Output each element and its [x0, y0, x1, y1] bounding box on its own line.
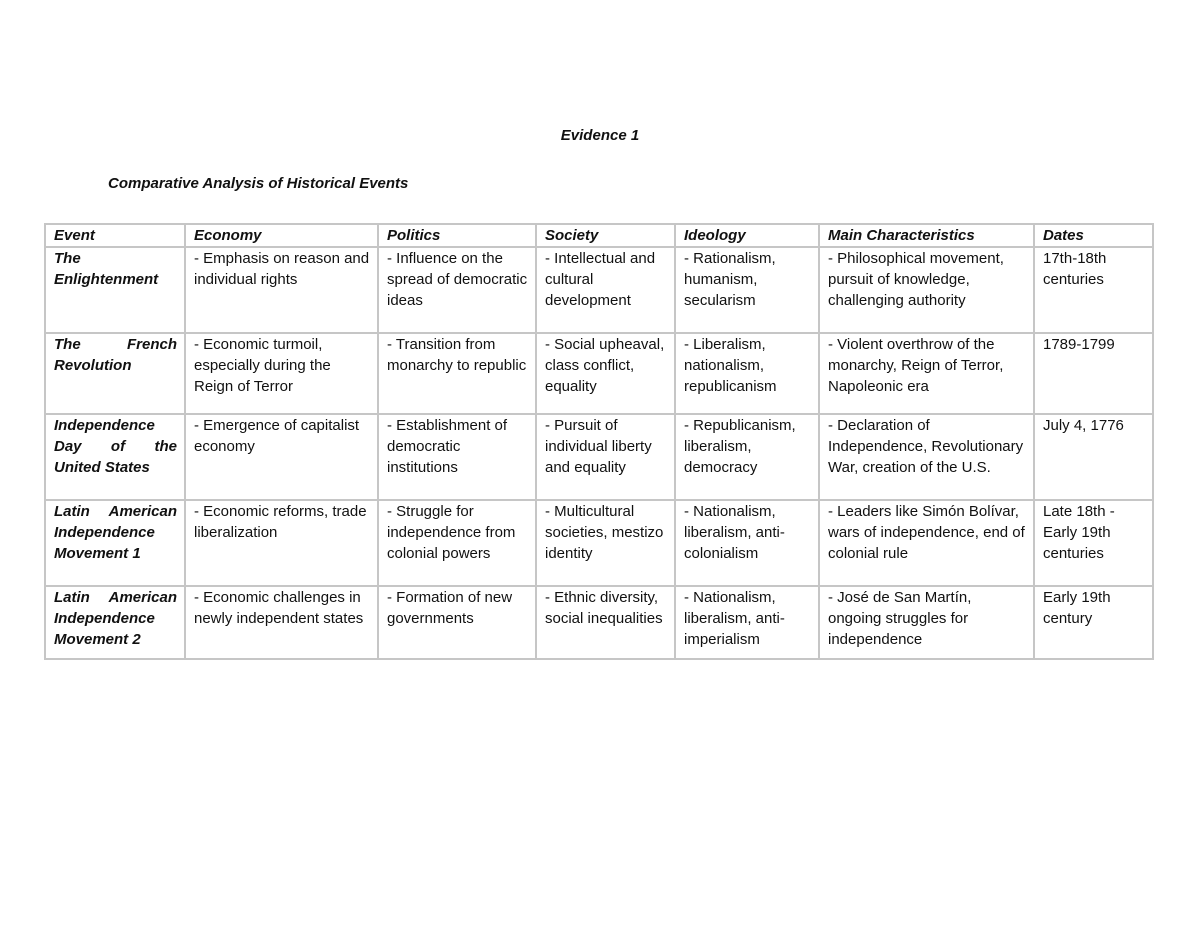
event-cell: The Enlightenment [45, 247, 185, 333]
dates-cell: July 4, 1776 [1034, 414, 1153, 500]
ideology-cell: - Nationalism, liberalism, anti-imperialism [675, 586, 819, 659]
event-cell: Latin American Independence Movement 2 [45, 586, 185, 659]
economy-cell: - Emphasis on reason and individual rights [185, 247, 378, 333]
comparison-table [44, 223, 1154, 660]
ideology-cell: - Rationalism, humanism, secularism [675, 247, 819, 333]
table-row [45, 414, 1153, 500]
column-header: Main Characteristics [819, 224, 1034, 247]
society-cell: - Ethnic diversity, social inequalities [536, 586, 675, 659]
dates-cell: Early 19th century [1034, 586, 1153, 659]
main-characteristics-cell: - Leaders like Simón Bolívar, wars of independence, end of colonial rule [819, 500, 1034, 586]
economy-cell: - Economic reforms, trade liberalization [185, 500, 378, 586]
society-cell: - Intellectual and cultural development [536, 247, 675, 333]
table-row [45, 500, 1153, 586]
politics-cell: - Establishment of democratic institutions [378, 414, 536, 500]
table-header-row [45, 224, 1153, 247]
politics-cell: - Transition from monarchy to republic [378, 333, 536, 414]
table-row [45, 247, 1153, 333]
event-cell: Independence Day of the United States [45, 414, 185, 500]
column-header: Ideology [675, 224, 819, 247]
ideology-cell: - Republicanism, liberalism, democracy [675, 414, 819, 500]
dates-cell: 1789-1799 [1034, 333, 1153, 414]
society-cell: - Multicultural societies, mestizo identity [536, 500, 675, 586]
column-header: Dates [1034, 224, 1153, 247]
column-header: Politics [378, 224, 536, 247]
dates-cell: Late 18th - Early 19th centuries [1034, 500, 1153, 586]
table-row [45, 586, 1153, 659]
document-heading: Evidence 1 [560, 127, 640, 144]
economy-cell: - Economic turmoil, especially during the Reign of Terror [185, 333, 378, 414]
economy-cell: - Economic challenges in newly independent states [185, 586, 378, 659]
economy-cell: - Emergence of capitalist economy [185, 414, 378, 500]
column-header: Economy [185, 224, 378, 247]
main-characteristics-cell: - Declaration of Independence, Revolutionary War, creation of the U.S. [819, 414, 1034, 500]
politics-cell: - Influence on the spread of democratic ideas [378, 247, 536, 333]
document-subtitle: Comparative Analysis of Historical Events [108, 175, 409, 192]
column-header: Event [45, 224, 185, 247]
event-cell: The French Revolution [45, 333, 185, 414]
table-row [45, 333, 1153, 414]
politics-cell: - Struggle for independence from colonial powers [378, 500, 536, 586]
dates-cell: 17th-18th centuries [1034, 247, 1153, 333]
column-header: Society [536, 224, 675, 247]
society-cell: - Social upheaval, class conflict, equality [536, 333, 675, 414]
main-characteristics-cell: - Violent overthrow of the monarchy, Reign of Terror, Napoleonic era [819, 333, 1034, 414]
society-cell: - Pursuit of individual liberty and equality [536, 414, 675, 500]
main-characteristics-cell: - Philosophical movement, pursuit of knowledge, challenging authority [819, 247, 1034, 333]
ideology-cell: - Nationalism, liberalism, anti-colonialism [675, 500, 819, 586]
main-characteristics-cell: - José de San Martín, ongoing struggles for independence [819, 586, 1034, 659]
ideology-cell: - Liberalism, nationalism, republicanism [675, 333, 819, 414]
event-cell: Latin American Independence Movement 1 [45, 500, 185, 586]
politics-cell: - Formation of new governments [378, 586, 536, 659]
